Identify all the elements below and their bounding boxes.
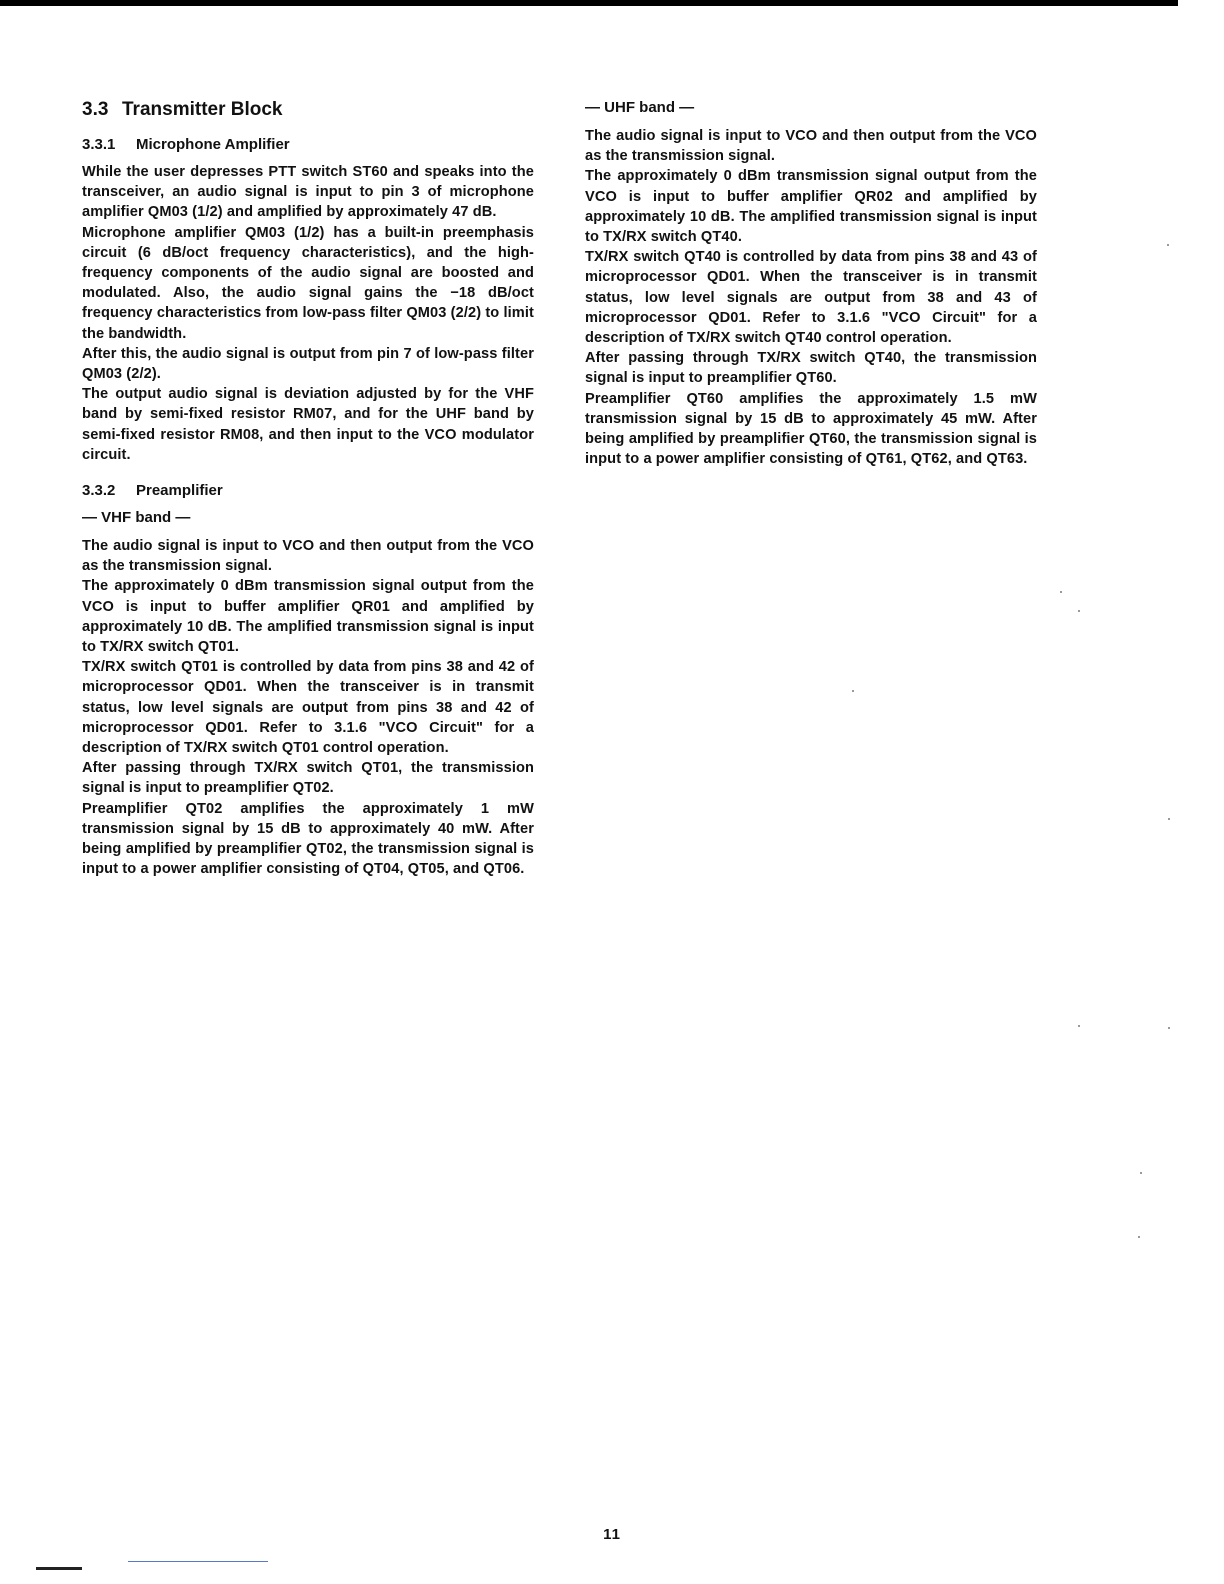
right-column — [585, 98, 1037, 469]
paragraph: The approximately 0 dBm transmission signal output from the VCO is input to buffer amplifier QR02 and amplified by approximately 10 dB. The amplified transmission signal is input to TX/RX switch QT40. — [585, 168, 1037, 246]
paragraph: Preamplifier QT02 amplifies the approximately 1 mW transmission signal by 15 dB to approximately 40 mW. After being amplified by preamplifier QT02, the transmission signal is input to a power amplifier consisting of QT04, QT05, and QT06. — [82, 800, 534, 878]
section-number: 3.3 — [82, 99, 109, 120]
subsection-heading-preamplifier — [82, 481, 534, 501]
paragraph: TX/RX switch QT40 is controlled by data from pins 38 and 43 of microprocessor QD01. When the transceiver is in transmit status, low level signals are output from 38 and 43 of microprocessor QD01. Refer to 3.1.6 "VCO Circuit" for a description of TX/RX switch QT40 control operation. — [585, 249, 1037, 347]
paragraph: Microphone amplifier QM03 (1/2) has a built-in preemphasis circuit (6 dB/oct frequency characteristics), and the high-frequency components of the audio signal are boosted and modulated. Also, the audio signal gains the −18 dB/oct frequency characteristics from low-pass filter QM03 (2/2) to limit the bandwidth. — [82, 224, 534, 342]
scan-speck — [1140, 1172, 1142, 1174]
scan-speck — [1168, 1027, 1170, 1029]
scan-speck — [1138, 1236, 1140, 1238]
bottom-blue-line — [128, 1561, 268, 1562]
left-column — [82, 98, 534, 880]
paragraph: After passing through TX/RX switch QT01, the transmission signal is input to preamplifier QT02. — [82, 760, 534, 797]
scan-speck — [1167, 244, 1169, 246]
paragraph: The audio signal is input to VCO and then output from the VCO as the transmission signal. — [82, 538, 534, 575]
bottom-edge-mark — [36, 1567, 82, 1570]
paragraph: After passing through TX/RX switch QT40, the transmission signal is input to preamplifier QT60. — [585, 350, 1037, 387]
section-heading — [82, 98, 534, 122]
paragraph: The output audio signal is deviation adjusted by for the VHF band by semi-fixed resistor RM07, and for the UHF band by semi-fixed resistor RM08, and then input to the VCO modulator circuit. — [82, 386, 534, 463]
subsection-title: Preamplifier — [136, 482, 223, 500]
scan-speck — [1078, 1025, 1080, 1027]
subsection-heading-microphone — [82, 135, 534, 155]
vhf-band-heading: — VHF band — — [82, 509, 191, 527]
scan-speck — [1078, 610, 1080, 612]
paragraph: The approximately 0 dBm transmission signal output from the VCO is input to buffer amplifier QR01 and amplified by approximately 10 dB. The amplified transmission signal is input to TX/RX switch QT01. — [82, 578, 534, 656]
section-title: Transmitter Block — [122, 99, 283, 120]
paragraph: While the user depresses PTT switch ST60 and speaks into the transceiver, an audio signal is input to pin 3 of microphone amplifier QM03 (1/2) and amplified by approximately 47 dB. — [82, 164, 534, 221]
paragraph: TX/RX switch QT01 is controlled by data from pins 38 and 42 of microprocessor QD01. When the transceiver is in transmit status, low level signals are output from pins 38 and 42 of microprocessor QD01. Refer to 3.1.6 "VCO Circuit" for a description of TX/RX switch QT01 control operation. — [82, 659, 534, 757]
subsection-title: Microphone Amplifier — [136, 136, 290, 153]
subsection-number: 3.3.1 — [82, 136, 116, 153]
paragraph: After this, the audio signal is output from pin 7 of low-pass filter QM03 (2/2). — [82, 345, 534, 383]
uhf-band-heading: — UHF band — — [585, 99, 695, 116]
paragraph: Preamplifier QT60 amplifies the approximately 1.5 mW transmission signal by 15 dB to approximately 45 mW. After being amplified by preamplifier QT60, the transmission signal is input to a power amplifier consisting of QT61, QT62, and QT63. — [585, 390, 1037, 468]
scan-speck — [1168, 818, 1170, 820]
top-border-rule — [0, 0, 1178, 6]
subsection-number: 3.3.2 — [82, 482, 116, 500]
page-number: 11 — [603, 1526, 621, 1543]
paragraph: The audio signal is input to VCO and then output from the VCO as the transmission signal. — [585, 128, 1037, 165]
scan-speck — [852, 690, 854, 692]
scan-speck — [1060, 591, 1062, 593]
